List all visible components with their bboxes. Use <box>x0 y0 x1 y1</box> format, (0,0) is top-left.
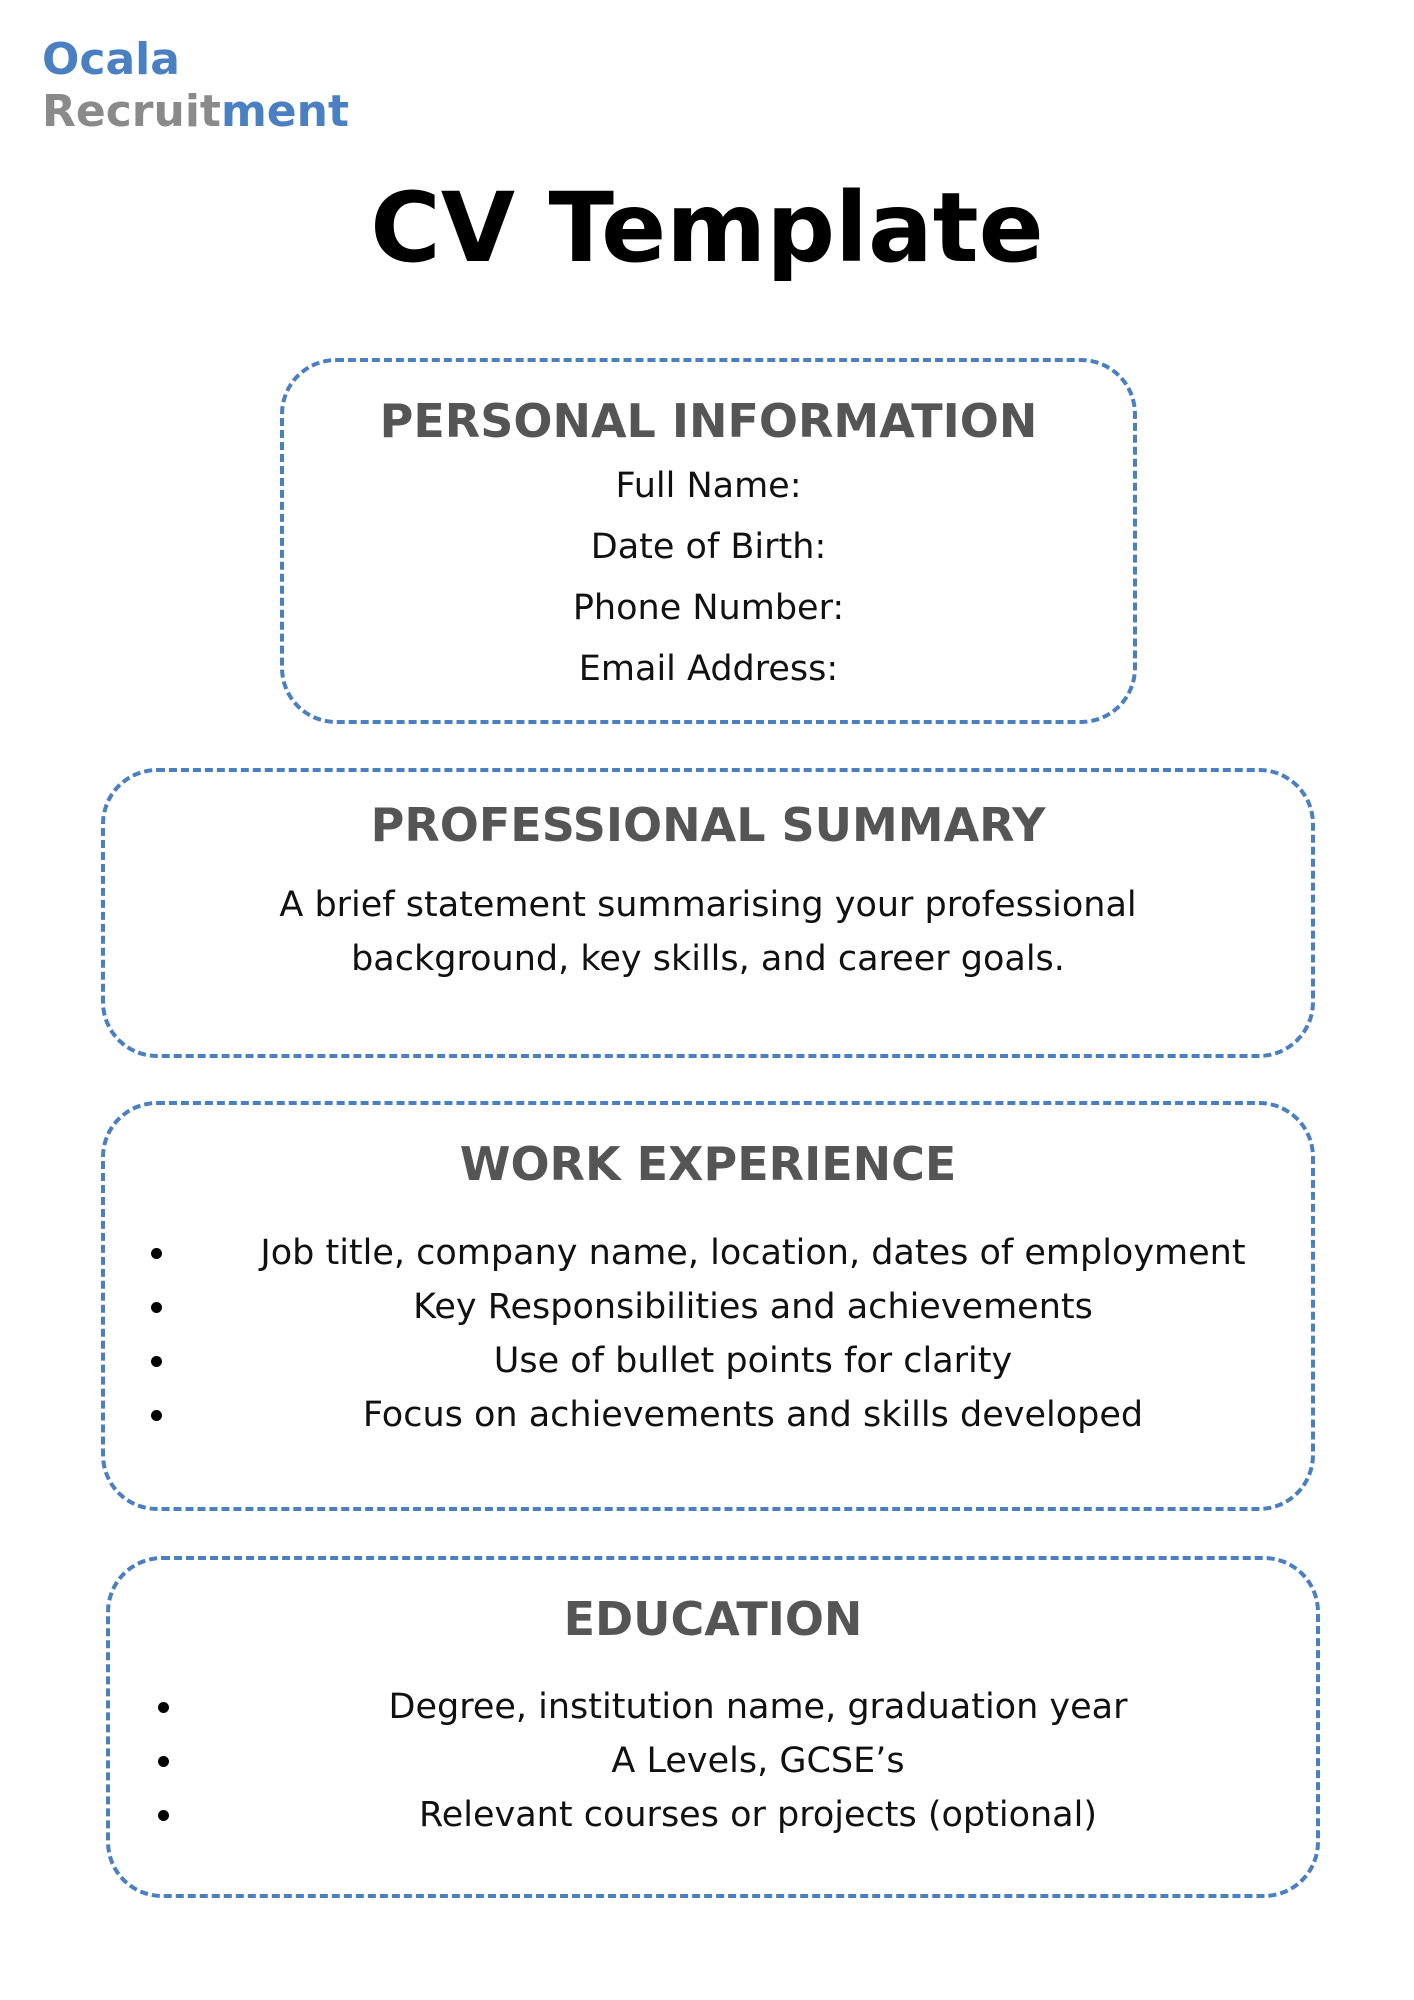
professional-summary-text <box>145 878 1271 986</box>
field-email-address: Email Address: <box>578 649 839 689</box>
personal-information-heading: PERSONAL INFORMATION <box>379 394 1038 448</box>
work-experience-list <box>105 1226 1311 1442</box>
list-item <box>105 1280 1311 1334</box>
company-logo <box>42 34 349 138</box>
summary-line: background, key skills, and career goals. <box>351 939 1065 979</box>
logo-ment-text: ment <box>220 86 349 137</box>
field-phone-number: Phone Number: <box>572 588 845 628</box>
bullet-icon <box>151 1356 162 1367</box>
list-item <box>110 1680 1316 1734</box>
bullet-icon <box>158 1756 169 1767</box>
work-experience-item-text: Key Responsibilities and achievements <box>413 1287 1093 1327</box>
bullet-icon <box>158 1702 169 1713</box>
education-section <box>106 1556 1320 1898</box>
education-item-text: Degree, institution name, graduation year <box>388 1687 1128 1727</box>
professional-summary-section <box>101 768 1315 1058</box>
list-item <box>110 1734 1316 1788</box>
education-item-text: A Levels, GCSE’s <box>611 1741 905 1781</box>
list-item <box>105 1226 1311 1280</box>
bullet-icon <box>158 1810 169 1821</box>
professional-summary-heading: PROFESSIONAL SUMMARY <box>370 798 1046 852</box>
work-experience-item-text: Job title, company name, location, dates of employment <box>260 1233 1246 1273</box>
education-item-text: Relevant courses or projects (optional) <box>418 1795 1097 1835</box>
page-title: CV Template <box>370 172 1044 284</box>
work-experience-section <box>101 1101 1315 1511</box>
work-experience-item-text: Use of bullet points for clarity <box>493 1341 1013 1381</box>
logo-line-ocala: Ocala <box>42 34 180 85</box>
personal-information-fields <box>284 456 1133 700</box>
bullet-icon <box>151 1302 162 1313</box>
bullet-icon <box>151 1410 162 1421</box>
logo-recruit-text: Recruit <box>42 86 221 137</box>
bullet-icon <box>151 1248 162 1259</box>
list-item <box>110 1788 1316 1842</box>
education-list <box>110 1680 1316 1842</box>
work-experience-item-text: Focus on achievements and skills developed <box>362 1395 1144 1435</box>
work-experience-heading: WORK EXPERIENCE <box>459 1137 957 1191</box>
list-item <box>105 1388 1311 1442</box>
logo-line-recruitment <box>42 86 349 138</box>
list-item <box>105 1334 1311 1388</box>
education-heading: EDUCATION <box>563 1592 863 1646</box>
field-date-of-birth: Date of Birth: <box>590 527 827 567</box>
field-full-name: Full Name: <box>615 466 802 506</box>
personal-information-section <box>280 358 1137 724</box>
summary-line: A brief statement summarising your professional <box>279 885 1137 925</box>
